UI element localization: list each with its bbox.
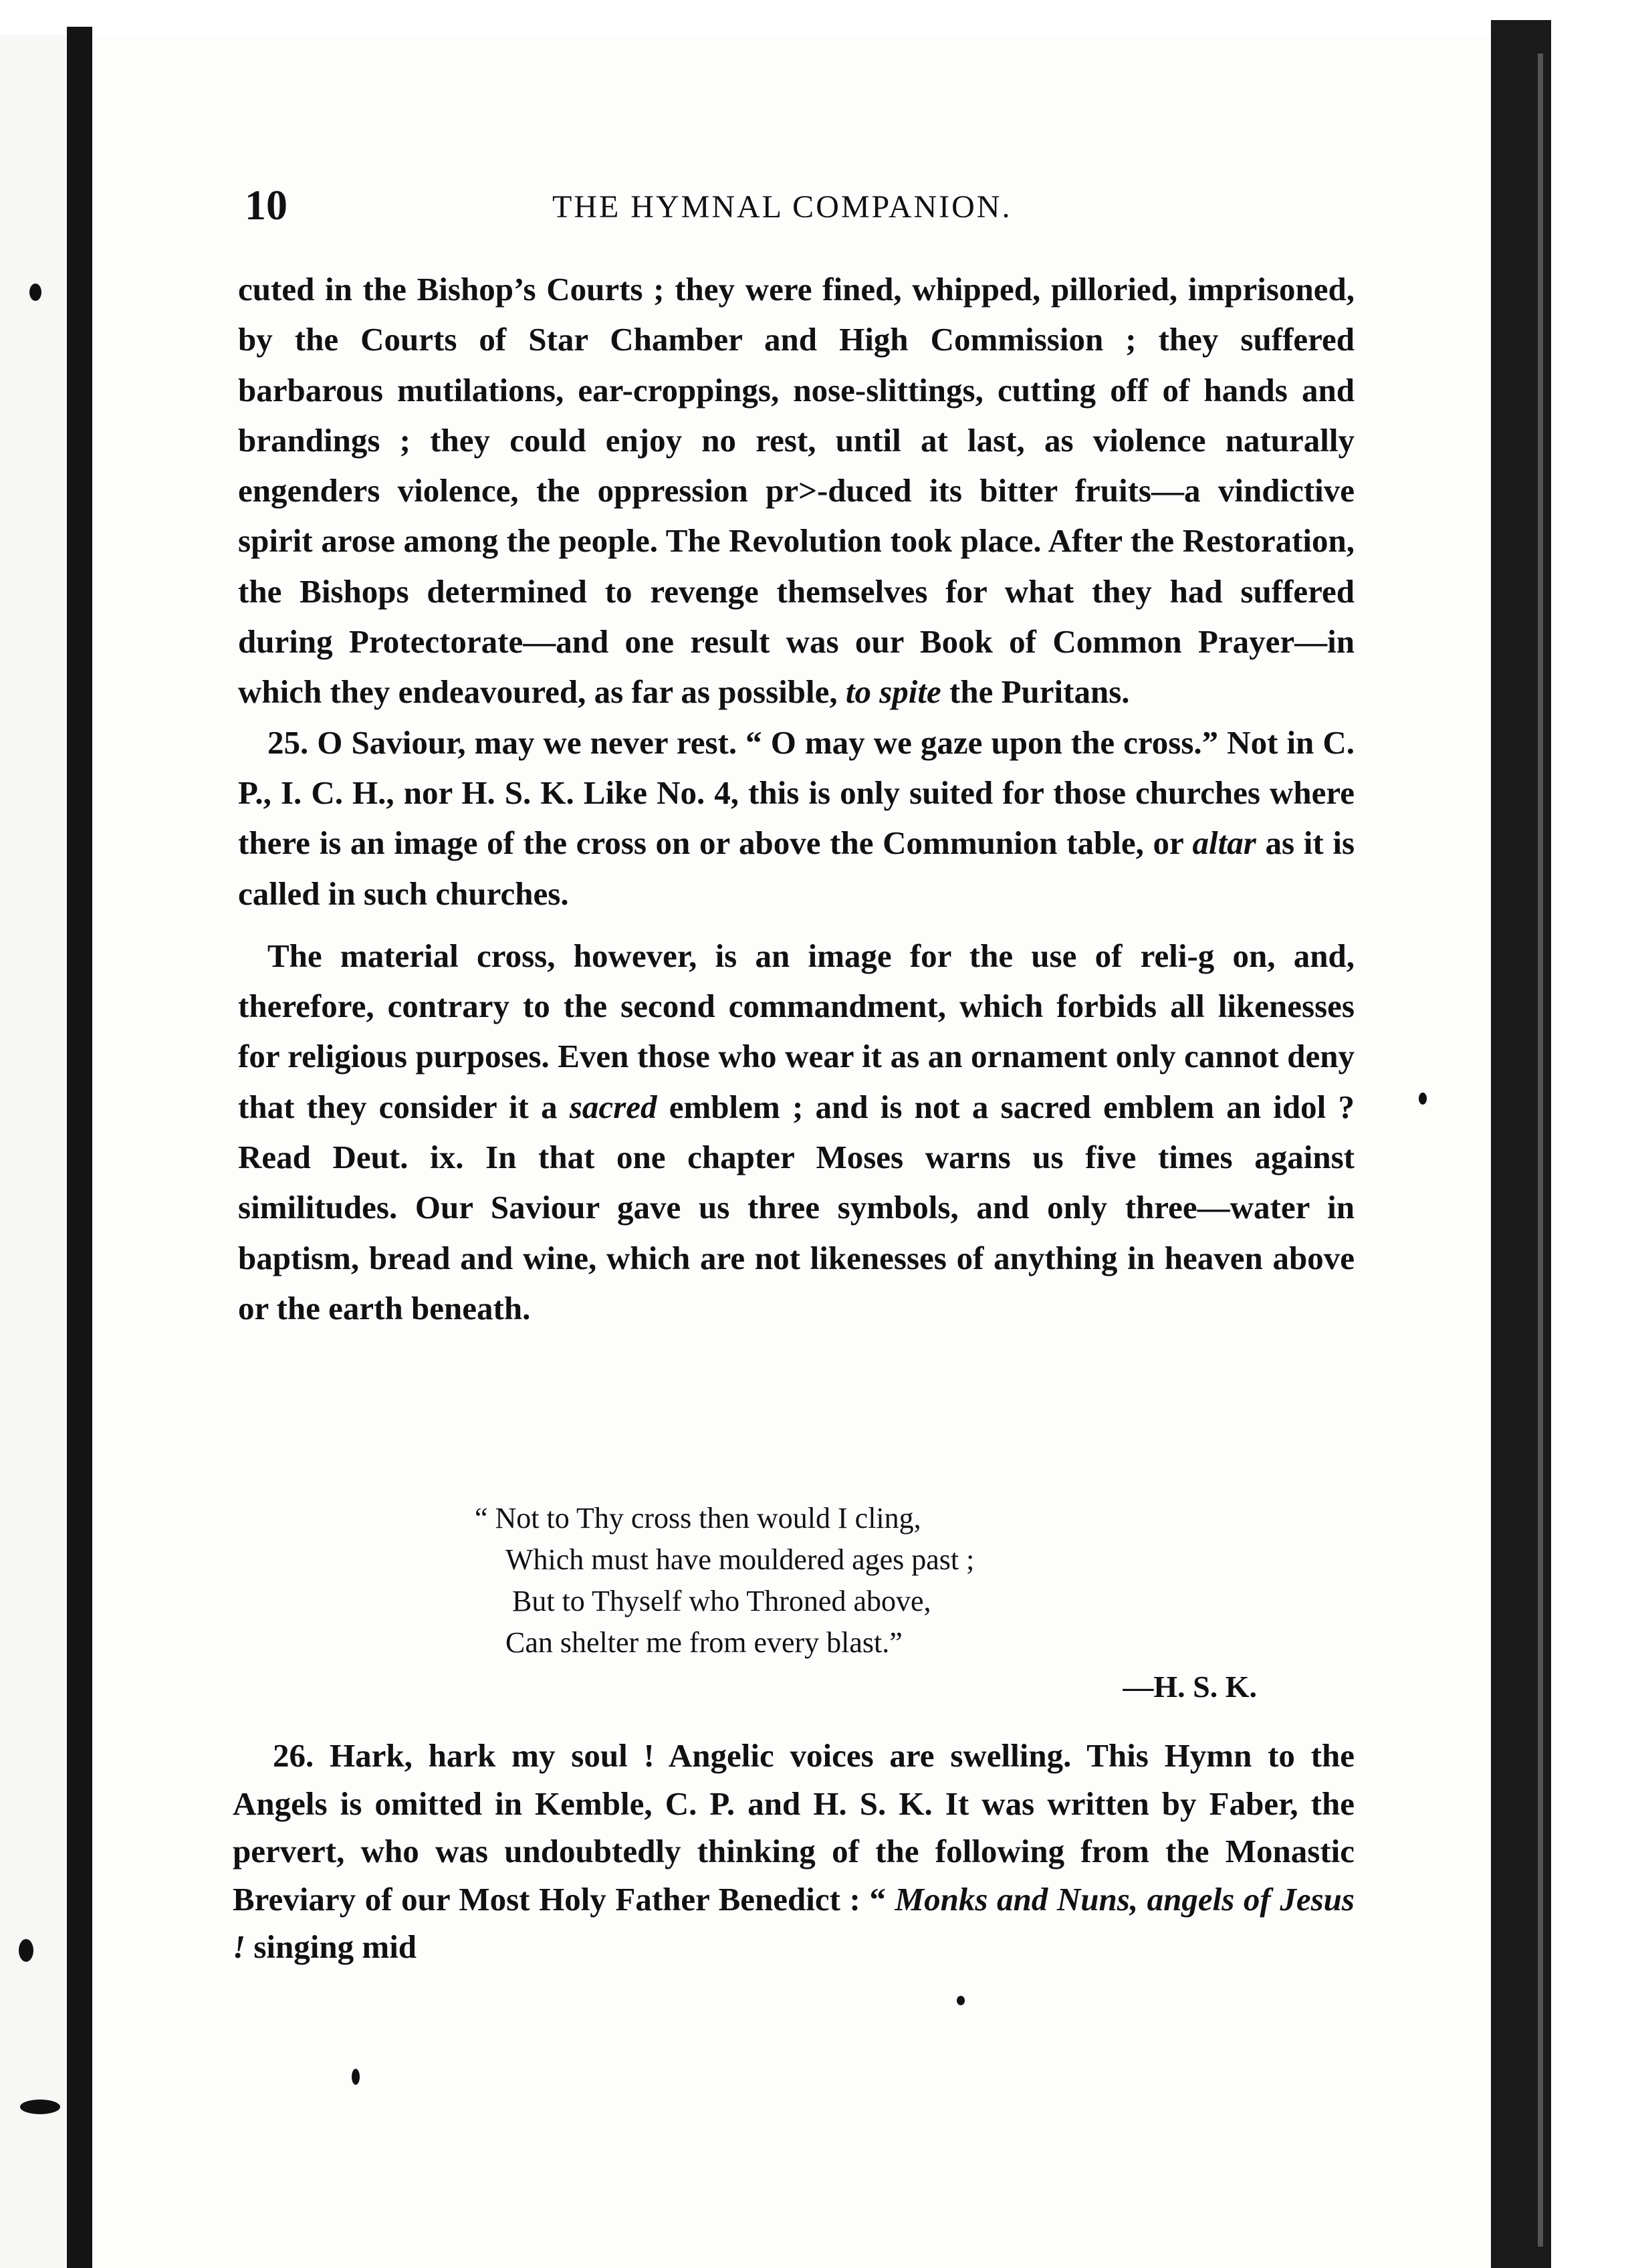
paragraph-material-cross (238, 931, 1355, 1333)
page-header (245, 181, 1355, 234)
scan-left-border (67, 27, 92, 2268)
running-title: THE HYMNAL COMPANION. (552, 189, 1012, 225)
text-run: as it is called in such churches. (238, 824, 1355, 912)
scan-speck (957, 1996, 965, 2005)
verse-line: Can shelter me from every blast.” (505, 1626, 903, 1659)
verse-line: But to Thyself who Throned above, (512, 1585, 931, 1617)
text-run: the Puritans. (941, 673, 1130, 711)
text-run: The material cross, however, is an image for the use of reli-g on, and, therefore, contrary to the second commandment, which forbids all likenesses for religious purposes. Even those who wear it as an ornament only cannot deny that they consider it a (238, 937, 1355, 1125)
quoted-verse (475, 1498, 1351, 1708)
scan-right-margin (1551, 0, 1626, 2268)
text-run: 26. Hark, hark my soul ! Angelic voices are swelling. This Hymn to the Angels is omitted in Kemble, C. P. and H. S. K. It was written by Faber, the pervert, who was undoubtedly thinking of the following from the Monastic Breviary of our Most Holy Father Benedict : “ (233, 1737, 1355, 1918)
italic-phrase: sacred (569, 1088, 657, 1125)
italic-phrase: to spite (845, 673, 941, 711)
paragraph-hymn-26 (233, 1732, 1355, 1971)
verse-line: Which must have mouldered ages past ; (505, 1543, 975, 1576)
page-number: 10 (245, 181, 287, 229)
text-run: cuted in the Bishop’s Courts ; they were fined, whipped, pilloried, imprisoned, by the Courts of Star Chamber and High Commission ; they suffered barbarous mutilations, ear-croppings, nose-slittings, cutting off of hands and brandings ; they could enjoy no rest, until at last, as violence naturally engenders violence, the oppression pr>-duced its bitter fruits—a vindictive spirit arose among the people. The Revolution took place. After the Restoration, the Bishops determined to revenge themselves for what they had suffered during Protectorate—and one result was our Book of Common Prayer—in which they endeavoured, as far as possible, (238, 271, 1355, 711)
italic-phrase: altar (1192, 824, 1256, 862)
verse-attribution: —H. S. K. (1123, 1670, 1257, 1704)
scan-top-margin (0, 0, 1626, 35)
paragraph-continuation (238, 264, 1355, 717)
scan-speck (1419, 1093, 1427, 1105)
scan-speck (29, 284, 41, 301)
scan-speck (352, 2069, 360, 2085)
verse-line: “ Not to Thy cross then would I cling, (475, 1502, 921, 1535)
scan-right-edge-line (1538, 53, 1543, 2247)
paragraph-hymn-25 (238, 717, 1355, 919)
scan-speck (19, 1939, 33, 1962)
text-run: emblem ; and is not a sacred emblem an idol ? Read Deut. ix. In that one chapter Moses warns us five times against similitudes. Our Saviour gave us three symbols, and only three—water in baptism, bread and wine, which are not likenesses of anything in heaven above or the earth beneath. (238, 1088, 1355, 1327)
scan-speck (20, 2100, 60, 2114)
italic-phrase: Monks and Nuns, angels of Jesus ! (233, 1880, 1355, 1966)
text-run: singing mid (245, 1928, 417, 1966)
body-text (238, 264, 1355, 1333)
text-run: 25. O Saviour, may we never rest. “ O may we gaze upon the cross.” Not in C. P., I. C. H., nor H. S. K. Like No. 4, this is only suited for those churches where there is an image of the cross on or above the Communion table, or (238, 723, 1355, 862)
